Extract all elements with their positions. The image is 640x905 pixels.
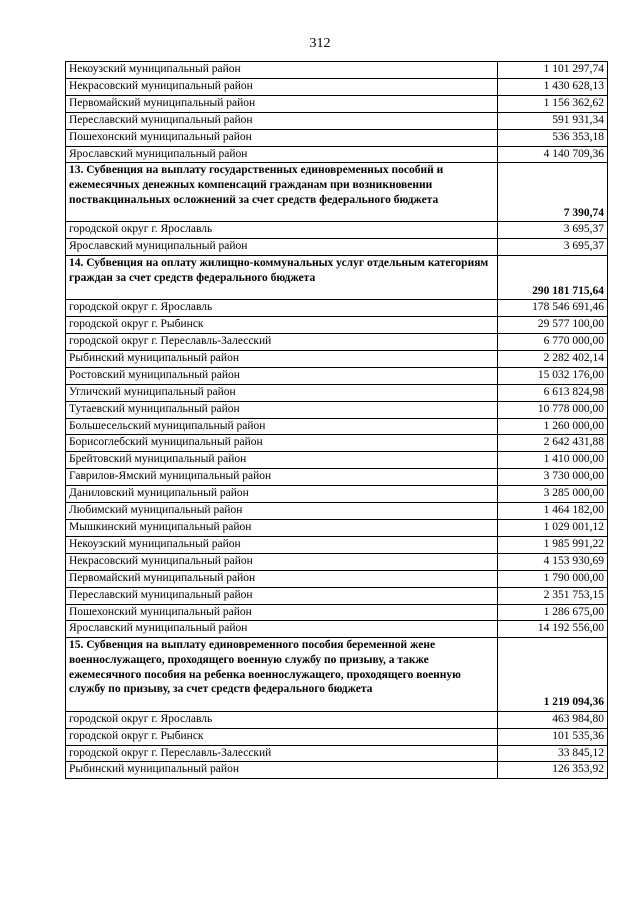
recipient-name: городской округ г. Ярославль xyxy=(66,300,498,317)
amount-cell: 101 535,36 xyxy=(498,728,608,745)
amount-cell: 6 613 824,98 xyxy=(498,384,608,401)
amount-cell: 126 353,92 xyxy=(498,762,608,779)
amount-cell: 2 351 753,15 xyxy=(498,587,608,604)
table-body xyxy=(66,62,608,779)
recipient-name: Угличский муниципальный район xyxy=(66,384,498,401)
amount-cell: 3 695,37 xyxy=(498,222,608,239)
recipient-name: городской округ г. Ярославль xyxy=(66,222,498,239)
table-row xyxy=(66,452,608,469)
amount-cell: 33 845,12 xyxy=(498,745,608,762)
table-row xyxy=(66,553,608,570)
recipient-name: Мышкинский муниципальный район xyxy=(66,520,498,537)
recipient-name: Борисоглебский муниципальный район xyxy=(66,435,498,452)
table-row xyxy=(66,587,608,604)
page-number: 312 xyxy=(309,36,331,51)
section-total: 1 219 094,36 xyxy=(498,638,608,711)
recipient-name: городской округ г. Рыбинск xyxy=(66,317,498,334)
amount-cell: 1 464 182,00 xyxy=(498,503,608,520)
recipient-name: Тутаевский муниципальный район xyxy=(66,401,498,418)
recipient-name: городской округ г. Ярославль xyxy=(66,711,498,728)
amount-cell: 1 029 001,12 xyxy=(498,520,608,537)
section-row xyxy=(66,256,608,300)
table-row xyxy=(66,334,608,351)
recipient-name: Переславский муниципальный район xyxy=(66,112,498,129)
table-row xyxy=(66,503,608,520)
table-row xyxy=(66,469,608,486)
amount-cell: 536 353,18 xyxy=(498,129,608,146)
table-row xyxy=(66,604,608,621)
amount-cell: 1 260 000,00 xyxy=(498,418,608,435)
table-row xyxy=(66,384,608,401)
table-row xyxy=(66,418,608,435)
table-row xyxy=(66,435,608,452)
subvention-table xyxy=(65,61,608,779)
recipient-name: Первомайский муниципальный район xyxy=(66,570,498,587)
recipient-name: городской округ г. Переславль-Залесский xyxy=(66,334,498,351)
amount-cell: 3 730 000,00 xyxy=(498,469,608,486)
amount-cell: 3 285 000,00 xyxy=(498,486,608,503)
table-row xyxy=(66,129,608,146)
section-title: 15. Субвенция на выплату единовременного пособия беременной жене военнослужащего, проходящего военную службу по призыву, а также ежемесячного пособия на ребенка военнослужащего, проходящего военную службу по призыву, за счет средств федерального бюджета xyxy=(66,638,498,711)
table-row xyxy=(66,728,608,745)
section-total: 7 390,74 xyxy=(498,163,608,222)
recipient-name: Рыбинский муниципальный район xyxy=(66,350,498,367)
recipient-name: Гаврилов-Ямский муниципальный район xyxy=(66,469,498,486)
recipient-name: Большесельский муниципальный район xyxy=(66,418,498,435)
amount-cell: 3 695,37 xyxy=(498,239,608,256)
table-row xyxy=(66,146,608,163)
table-row xyxy=(66,762,608,779)
recipient-name: Рыбинский муниципальный район xyxy=(66,762,498,779)
amount-cell: 1 410 000,00 xyxy=(498,452,608,469)
amount-cell: 1 985 991,22 xyxy=(498,536,608,553)
table-row xyxy=(66,745,608,762)
recipient-name: Первомайский муниципальный район xyxy=(66,95,498,112)
recipient-name: Даниловский муниципальный район xyxy=(66,486,498,503)
amount-cell: 6 770 000,00 xyxy=(498,334,608,351)
amount-cell: 463 984,80 xyxy=(498,711,608,728)
amount-cell: 591 931,34 xyxy=(498,112,608,129)
recipient-name: Некрасовский муниципальный район xyxy=(66,553,498,570)
amount-cell: 14 192 556,00 xyxy=(498,621,608,638)
amount-cell: 29 577 100,00 xyxy=(498,317,608,334)
recipient-name: Ярославский муниципальный район xyxy=(66,146,498,163)
amount-cell: 1 430 628,13 xyxy=(498,78,608,95)
recipient-name: городской округ г. Переславль-Залесский xyxy=(66,745,498,762)
recipient-name: городской округ г. Рыбинск xyxy=(66,728,498,745)
table-row xyxy=(66,486,608,503)
table-row xyxy=(66,570,608,587)
recipient-name: Некоузский муниципальный район xyxy=(66,536,498,553)
amount-cell: 1 790 000,00 xyxy=(498,570,608,587)
recipient-name: Брейтовский муниципальный район xyxy=(66,452,498,469)
table-row xyxy=(66,222,608,239)
table-row xyxy=(66,95,608,112)
section-row xyxy=(66,163,608,222)
table-row xyxy=(66,317,608,334)
recipient-name: Ярославский муниципальный район xyxy=(66,621,498,638)
amount-cell: 1 101 297,74 xyxy=(498,62,608,79)
section-row xyxy=(66,638,608,711)
table-row xyxy=(66,520,608,537)
recipient-name: Пошехонский муниципальный район xyxy=(66,129,498,146)
recipient-name: Переславский муниципальный район xyxy=(66,587,498,604)
table-row xyxy=(66,62,608,79)
table-row xyxy=(66,239,608,256)
recipient-name: Ростовский муниципальный район xyxy=(66,367,498,384)
table-row xyxy=(66,621,608,638)
recipient-name: Пошехонский муниципальный район xyxy=(66,604,498,621)
recipient-name: Любимский муниципальный район xyxy=(66,503,498,520)
table-row xyxy=(66,367,608,384)
recipient-name: Некоузский муниципальный район xyxy=(66,62,498,79)
amount-cell: 1 286 675,00 xyxy=(498,604,608,621)
table-row xyxy=(66,711,608,728)
amount-cell: 2 642 431,88 xyxy=(498,435,608,452)
table-row xyxy=(66,350,608,367)
recipient-name: Ярославский муниципальный район xyxy=(66,239,498,256)
section-title: 13. Субвенция на выплату государственных единовременных пособий и ежемесячных денежных компенсаций гражданам при возникновении поствакцинальных осложнений за счет средств федерального бюджета xyxy=(66,163,498,222)
table-row xyxy=(66,78,608,95)
table-row xyxy=(66,536,608,553)
amount-cell: 4 140 709,36 xyxy=(498,146,608,163)
section-title: 14. Субвенция на оплату жилищно-коммунальных услуг отдельным категориям граждан за счет средств федерального бюджета xyxy=(66,256,498,300)
amount-cell: 178 546 691,46 xyxy=(498,300,608,317)
table-row xyxy=(66,112,608,129)
amount-cell: 1 156 362,62 xyxy=(498,95,608,112)
recipient-name: Некрасовский муниципальный район xyxy=(66,78,498,95)
amount-cell: 4 153 930,69 xyxy=(498,553,608,570)
table-row xyxy=(66,300,608,317)
amount-cell: 2 282 402,14 xyxy=(498,350,608,367)
table-row xyxy=(66,401,608,418)
amount-cell: 10 778 000,00 xyxy=(498,401,608,418)
section-total: 290 181 715,64 xyxy=(498,256,608,300)
amount-cell: 15 032 176,00 xyxy=(498,367,608,384)
